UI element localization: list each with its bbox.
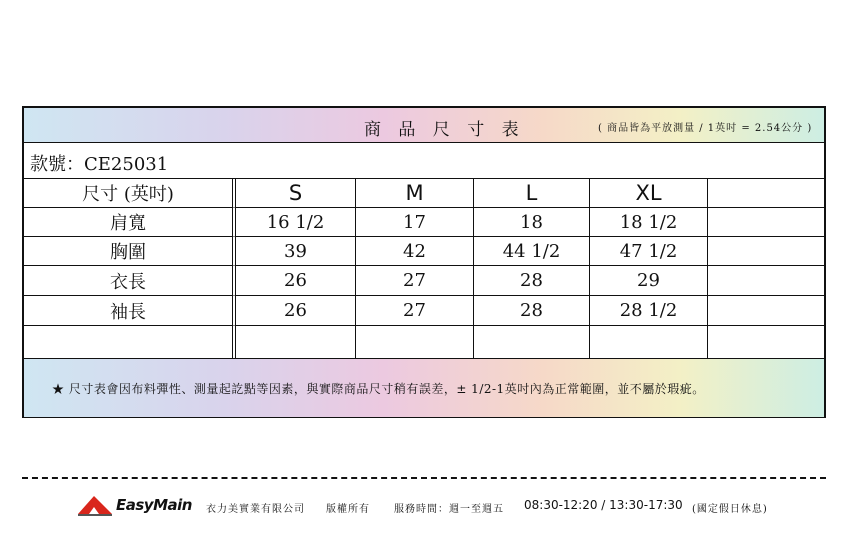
measurement-value xyxy=(356,326,474,358)
service-hours-time: 08:30-12:20 / 13:30-17:30 xyxy=(524,498,683,512)
mountain-logo-icon xyxy=(78,494,112,516)
measurement-value xyxy=(708,208,824,237)
chart-title: 商 品 尺 寸 表 xyxy=(364,120,525,140)
measurement-value xyxy=(590,326,708,358)
measurement-value: 16 1/2 xyxy=(236,208,356,237)
measurement-value: 42 xyxy=(356,237,474,266)
service-hours-label: 服務時間：週一至週五 xyxy=(394,504,504,515)
measurement-value: 27 xyxy=(356,296,474,326)
measurement-value: 26 xyxy=(236,296,356,326)
size-header-cell: M xyxy=(356,178,474,208)
measurement-label: 衣長 xyxy=(24,266,236,296)
style-number: 款號：CE25031 xyxy=(30,154,169,175)
measurement-label xyxy=(24,326,236,358)
measurement-value: 27 xyxy=(356,266,474,296)
dashed-divider xyxy=(22,477,826,479)
style-number-row xyxy=(24,142,824,179)
measurement-value xyxy=(474,326,590,358)
title-row xyxy=(24,108,824,143)
measurement-value: 39 xyxy=(236,237,356,266)
size-header-cell xyxy=(708,178,824,208)
size-header-cell: S xyxy=(236,178,356,208)
measurement-value xyxy=(708,237,824,266)
measurement-label: 胸圍 xyxy=(24,237,236,266)
footer xyxy=(78,494,838,520)
measurement-value: 28 1/2 xyxy=(590,296,708,326)
holiday-note: (國定假日休息) xyxy=(692,504,768,515)
size-chart xyxy=(22,106,826,418)
measurement-note: ( 商品皆為平放測量 / 1英吋 = 2.54公分 ) xyxy=(598,123,813,134)
measurement-value xyxy=(708,296,824,326)
measurement-value: 47 1/2 xyxy=(590,237,708,266)
measurement-value: 44 1/2 xyxy=(474,237,590,266)
size-header-label: 尺寸 (英吋) xyxy=(24,178,236,208)
measurement-value: 29 xyxy=(590,266,708,296)
size-header-cell: L xyxy=(474,178,590,208)
company-name: 衣力美實業有限公司 xyxy=(206,504,305,515)
size-table xyxy=(24,178,824,358)
measurement-value: 28 xyxy=(474,296,590,326)
size-header-cell: XL xyxy=(590,178,708,208)
measurement-label: 肩寬 xyxy=(24,208,236,237)
measurement-value: 18 1/2 xyxy=(590,208,708,237)
measurement-value: 28 xyxy=(474,266,590,296)
brand-name: EasyMain xyxy=(116,496,192,514)
measurement-label: 袖長 xyxy=(24,296,236,326)
copyright-text: 版權所有 xyxy=(326,504,370,515)
tolerance-note: ★ 尺寸表會因布料彈性、測量起訖點等因素，與實際商品尺寸稍有誤差，± 1/2-1英吋內為正常範圍，並不屬於瑕疵。 xyxy=(52,382,705,396)
measurement-value: 17 xyxy=(356,208,474,237)
measurement-value: 26 xyxy=(236,266,356,296)
note-row xyxy=(24,358,824,417)
measurement-value: 18 xyxy=(474,208,590,237)
measurement-value xyxy=(708,326,824,358)
measurement-value xyxy=(236,326,356,358)
measurement-value xyxy=(708,266,824,296)
